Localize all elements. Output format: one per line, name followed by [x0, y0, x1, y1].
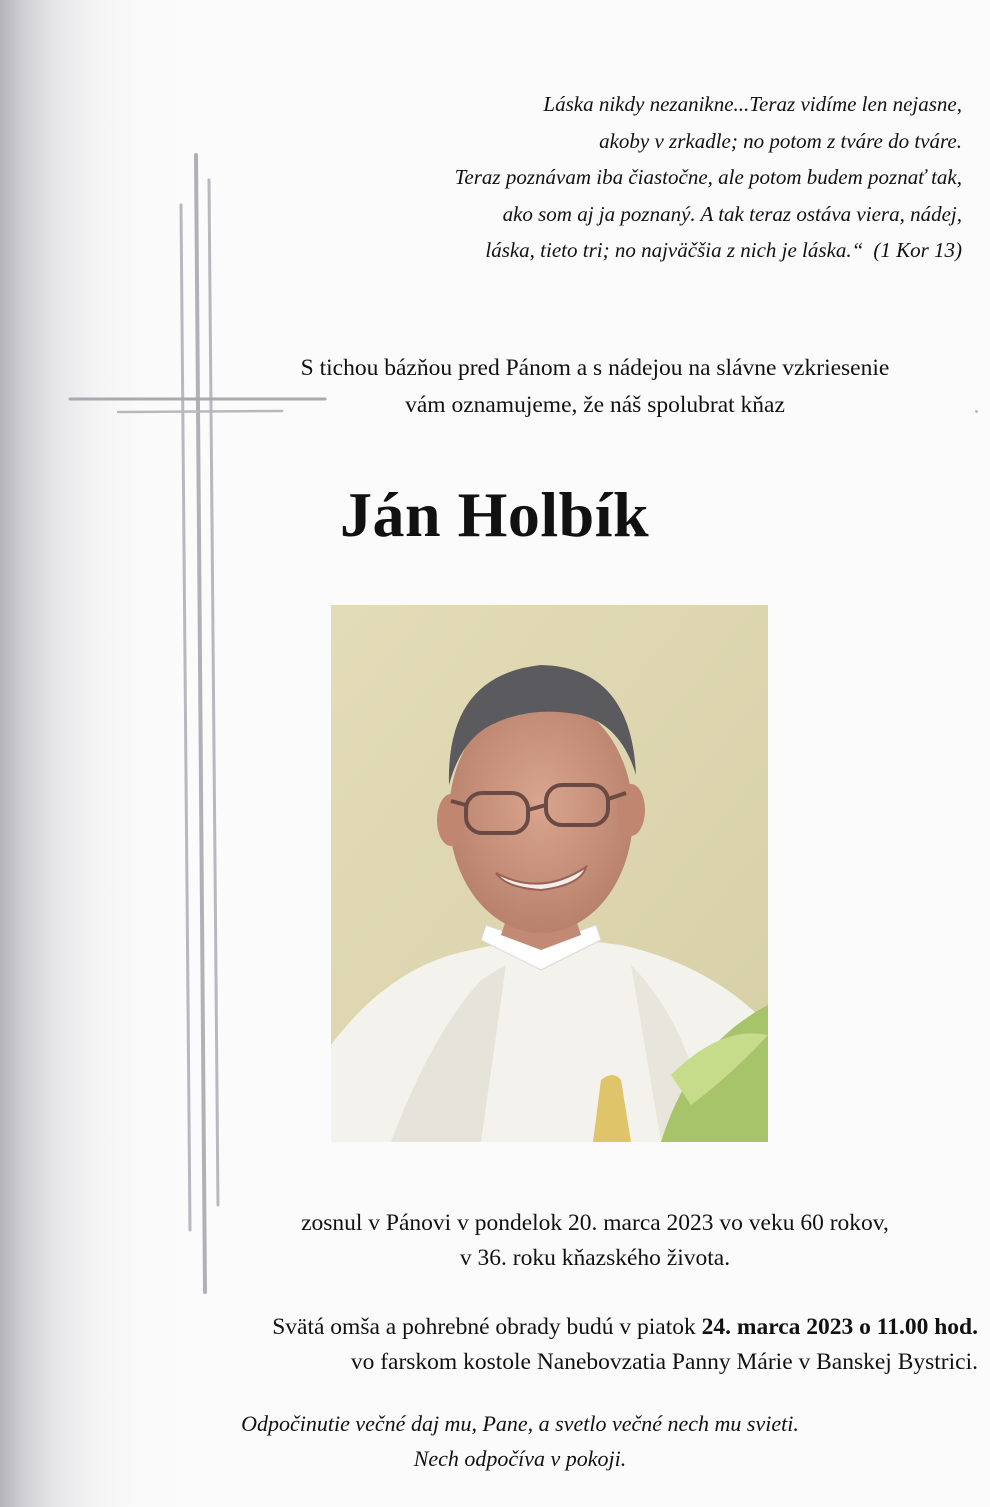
verse-reference: (1 Kor 13)	[873, 238, 962, 262]
funeral-details	[0, 1310, 978, 1380]
verse-line: akoby v zrkadle; no potom z tváre do tváre.	[599, 128, 962, 153]
verse-line: Teraz poznávam iba čiastočne, ale potom budem poznať tak,	[454, 165, 962, 189]
dust-speck	[975, 410, 978, 413]
death-notice	[215, 1206, 975, 1276]
prayer-line: Odpočinutie večné daj mu, Pane, a svetlo večné nech mu svieti.	[241, 1411, 799, 1436]
intro-line: vám oznamujeme, že náš spolubrat kňaz	[405, 392, 785, 418]
death-line: zosnul v Pánovi v pondelok 20. marca 2023 vo veku 60 rokov,	[301, 1210, 889, 1236]
intro-line: S tichou bázňou pred Pánom a s nádejou na slávne vzkriesenie	[300, 355, 890, 381]
funeral-date-time: 24. marca 2023 o 11.00 hod.	[701, 1314, 978, 1340]
funeral-line-text: Svätá omša a pohrebné obrady budú v piatok	[272, 1314, 702, 1340]
portrait-photo	[331, 605, 768, 1142]
prayer-line: Nech odpočíva v pokoji.	[413, 1446, 627, 1471]
cross-icon	[0, 0, 340, 1300]
closing-prayer	[90, 1406, 950, 1476]
verse-last-line: láska, tieto tri; no najväčšia z nich je láska.“	[485, 238, 864, 262]
verse-line	[322, 232, 962, 269]
funeral-location: vo farskom kostole Nanebovzatia Panny Márie v Banskej Bystrici.	[350, 1349, 978, 1375]
announcement-intro	[215, 350, 975, 424]
funeral-line	[0, 1310, 978, 1345]
bible-verse	[322, 86, 962, 269]
death-line: v 36. roku kňazského života.	[459, 1245, 731, 1271]
verse-line: Láska nikdy nezanikne...Teraz vidíme len nejasne,	[543, 92, 962, 116]
verse-line: ako som aj ja poznaný. A tak teraz ostáva viera, nádej,	[502, 201, 962, 226]
deceased-name: Ján Holbík	[340, 479, 650, 550]
